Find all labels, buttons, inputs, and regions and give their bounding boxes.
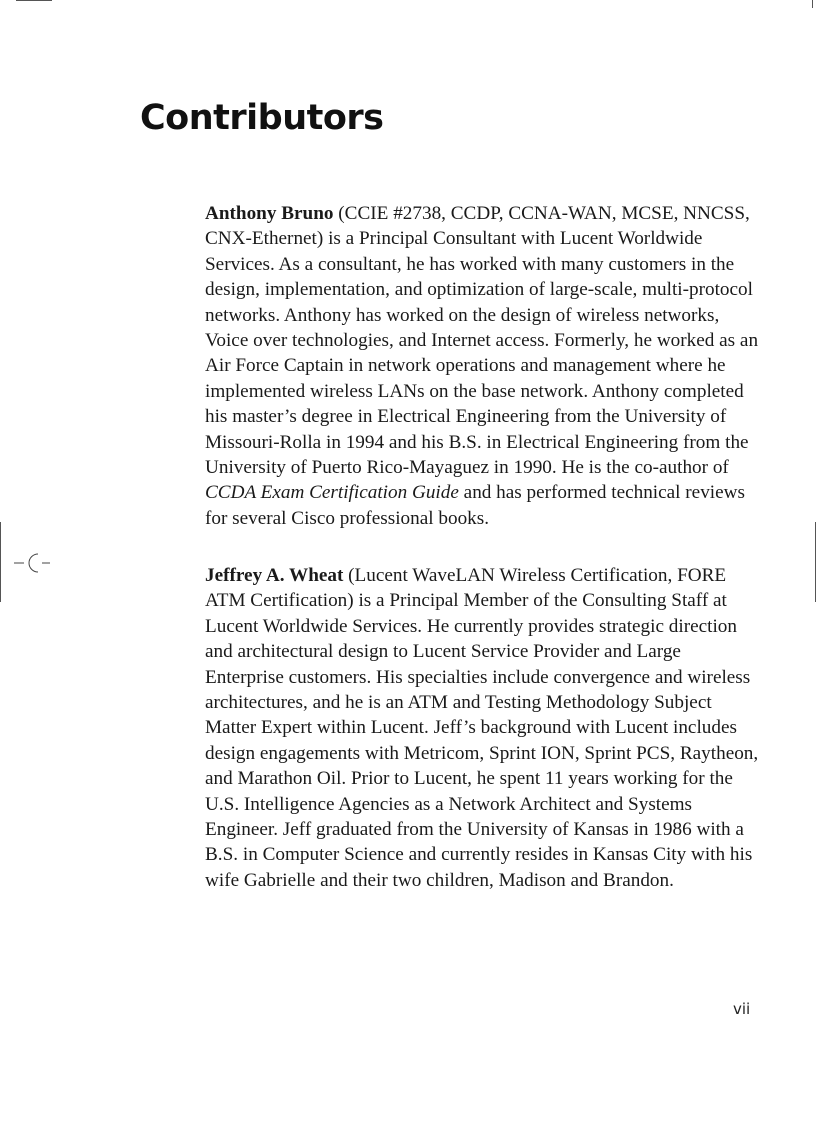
contributor-name: Anthony Bruno <box>205 203 334 224</box>
contributor-bio-text-end: and has performed technical reviews for several Cisco professional books. <box>205 482 745 529</box>
crop-mark-left <box>0 522 1 602</box>
contributor-bio-jeffrey-wheat <box>205 563 760 893</box>
crop-mark-top-left <box>16 0 52 1</box>
contributor-bio-text: (CCIE #2738, CCDP, CCNA-WAN, MCSE, NNCSS, CNX-Ethernet) is a Principal Consultant with Lucent Worldwide Services. As a consultant, he has worked with many customers in the design, implementation, and optimization of large-scale, multi-protocol networks. Anthony has worked on the design of wireless networks, Voice over technologies, and Internet access. Formerly, he worked as an Air Force Captain in network operations and management where he implemented wireless LANs on the base network. Anthony completed his master’s degree in Electrical Engineering from the University of Missouri-Rolla in 1994 and his B.S. in Electrical Engineering from the University of Puerto Rico-Mayaguez in 1990. He is the co-author of <box>205 203 759 479</box>
contributor-bio-text: (Lucent WaveLAN Wireless Certification, FORE ATM Certification) is a Principal Member of the Consulting Staff at Lucent Worldwide Services. He currently provides strategic direction and architectural design to Lucent Service Provider and Large Enterprise customers. His specialties include convergence and wireless architectures, and he is an ATM and Testing Methodology Subject Matter Expert within Lucent. Jeff’s background with Lucent includes design engagements with Metricom, Sprint ION, Sprint PCS, Raytheon, and Marathon Oil. Prior to Lucent, he spent 11 years working for the U.S. Intelligence Agencies as a Network Architect and Systems Engineer. Jeff graduated from the University of Kansas in 1986 with a B.S. in Computer Science and currently resides in Kansas City with his wife Gabrielle and their two children, Madison and Brandon. <box>205 565 759 891</box>
crop-mark-top-right <box>812 0 813 8</box>
book-title: CCDA Exam Certification Guide <box>205 482 459 504</box>
contributor-bio-anthony-bruno <box>205 201 760 531</box>
registration-mark-icon <box>14 548 52 578</box>
contributor-name: Jeffrey A. Wheat <box>205 565 344 586</box>
page-number: vii <box>733 1000 751 1018</box>
page-title: Contributors <box>140 98 384 138</box>
